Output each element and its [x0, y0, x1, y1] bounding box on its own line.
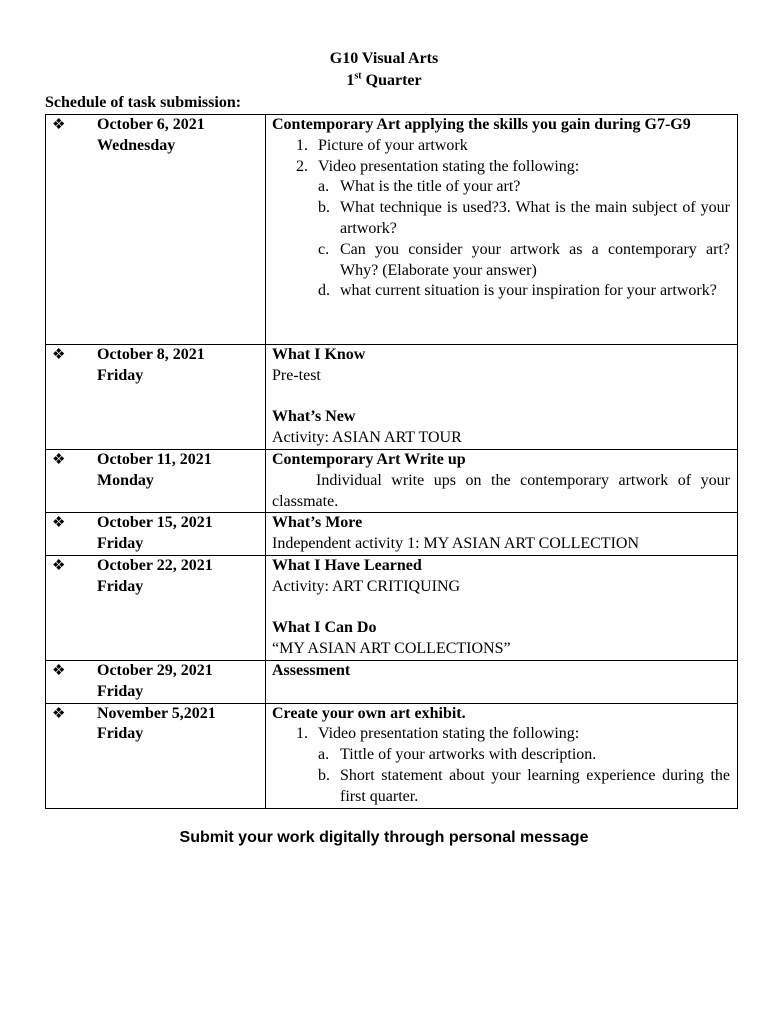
date-cell — [46, 115, 266, 345]
due-date: October 8, 2021 — [97, 346, 205, 363]
due-date: November 5,2021 — [97, 704, 216, 722]
task-cell — [266, 703, 738, 808]
task-cell — [266, 660, 738, 703]
quarter-heading — [0, 70, 768, 91]
list-item: d. what current situation is your inspiration for your artwork? — [318, 282, 717, 300]
task-cell — [266, 345, 738, 450]
diamond-bullet-icon: ❖ — [52, 515, 66, 532]
diamond-bullet-icon: ❖ — [52, 347, 66, 363]
list-item: 2. Video presentation stating the following: — [296, 157, 580, 175]
task-heading: Create your own art exhibit. — [272, 704, 466, 722]
list-item: a. What is the title of your art? — [318, 178, 521, 196]
task-heading: Contemporary Art Write up — [272, 450, 466, 468]
quarter-number: 1 — [346, 72, 355, 89]
due-day: Wednesday — [97, 136, 176, 154]
table-row — [46, 660, 738, 703]
diamond-bullet-icon: ❖ — [52, 662, 66, 679]
sub-task-list — [318, 177, 730, 302]
list-item: c. Can you consider your artwork as a contemporary art? Why? (Elaborate your answer) — [318, 240, 730, 279]
table-row — [46, 513, 738, 556]
task-heading: What’s More — [272, 514, 363, 532]
schedule-label: Schedule of task submission: — [45, 94, 242, 111]
quarter-word: Quarter — [365, 72, 422, 89]
task-text: Individual write ups on the contemporary artwork of your classmate. — [272, 471, 730, 510]
due-date: October 11, 2021 — [97, 450, 212, 468]
due-date: October 15, 2021 — [97, 514, 213, 532]
table-row — [46, 703, 738, 808]
diamond-bullet-icon: ❖ — [52, 557, 66, 574]
date-cell — [46, 345, 266, 450]
table-row — [46, 345, 738, 450]
task-text: Activity: ART CRITIQUING — [272, 577, 461, 595]
date-cell — [46, 513, 266, 556]
diamond-bullet-icon: ❖ — [52, 705, 66, 722]
date-cell — [46, 449, 266, 512]
task-list — [296, 724, 730, 745]
task-cell — [266, 449, 738, 512]
task-text: Activity: ASIAN ART TOUR — [272, 429, 462, 447]
table-row — [46, 449, 738, 512]
task-list — [296, 136, 730, 178]
task-heading: What I Have Learned — [272, 556, 422, 574]
date-cell — [46, 703, 266, 808]
task-cell — [266, 115, 738, 345]
table-row — [46, 115, 738, 345]
due-day: Friday — [97, 366, 144, 384]
task-heading: What I Know — [272, 346, 366, 363]
list-item: b. Short statement about your learning experience during the first quarter. — [318, 766, 730, 805]
list-item: 1. Video presentation stating the following: — [296, 725, 580, 743]
list-item: b. What technique is used?3. What is the main subject of your artwork? — [318, 199, 730, 237]
task-text: Independent activity 1: MY ASIAN ART COLLECTION — [272, 535, 639, 553]
due-day: Friday — [97, 682, 144, 700]
schedule-table — [45, 114, 738, 809]
due-day: Friday — [97, 535, 144, 553]
quarter-ordinal: st — [354, 70, 362, 82]
due-date: October 22, 2021 — [97, 556, 213, 574]
list-item: 1. Picture of your artwork — [296, 136, 468, 154]
task-heading: What I Can Do — [272, 619, 377, 637]
due-date: October 29, 2021 — [97, 661, 213, 679]
task-text: Pre-test — [272, 366, 321, 384]
due-date: October 6, 2021 — [97, 116, 205, 133]
list-item: a. Tittle of your artworks with description. — [318, 746, 597, 764]
task-cell — [266, 555, 738, 660]
diamond-bullet-icon: ❖ — [52, 451, 66, 468]
task-heading: Assessment — [272, 661, 351, 679]
diamond-bullet-icon: ❖ — [52, 117, 66, 133]
task-cell — [266, 513, 738, 556]
document-title: G10 Visual Arts — [329, 50, 439, 67]
date-cell — [46, 555, 266, 660]
task-heading: What’s New — [272, 408, 356, 426]
due-day: Friday — [97, 725, 144, 743]
task-heading: Contemporary Art applying the skills you gain during G7-G9 — [272, 116, 691, 133]
due-day: Friday — [97, 577, 144, 595]
due-day: Monday — [97, 471, 154, 489]
table-row — [46, 555, 738, 660]
sub-task-list — [318, 745, 730, 807]
task-text: “MY ASIAN ART COLLECTIONS” — [272, 640, 511, 658]
date-cell — [46, 660, 266, 703]
submission-note: Submit your work digitally through personal message — [179, 829, 589, 846]
